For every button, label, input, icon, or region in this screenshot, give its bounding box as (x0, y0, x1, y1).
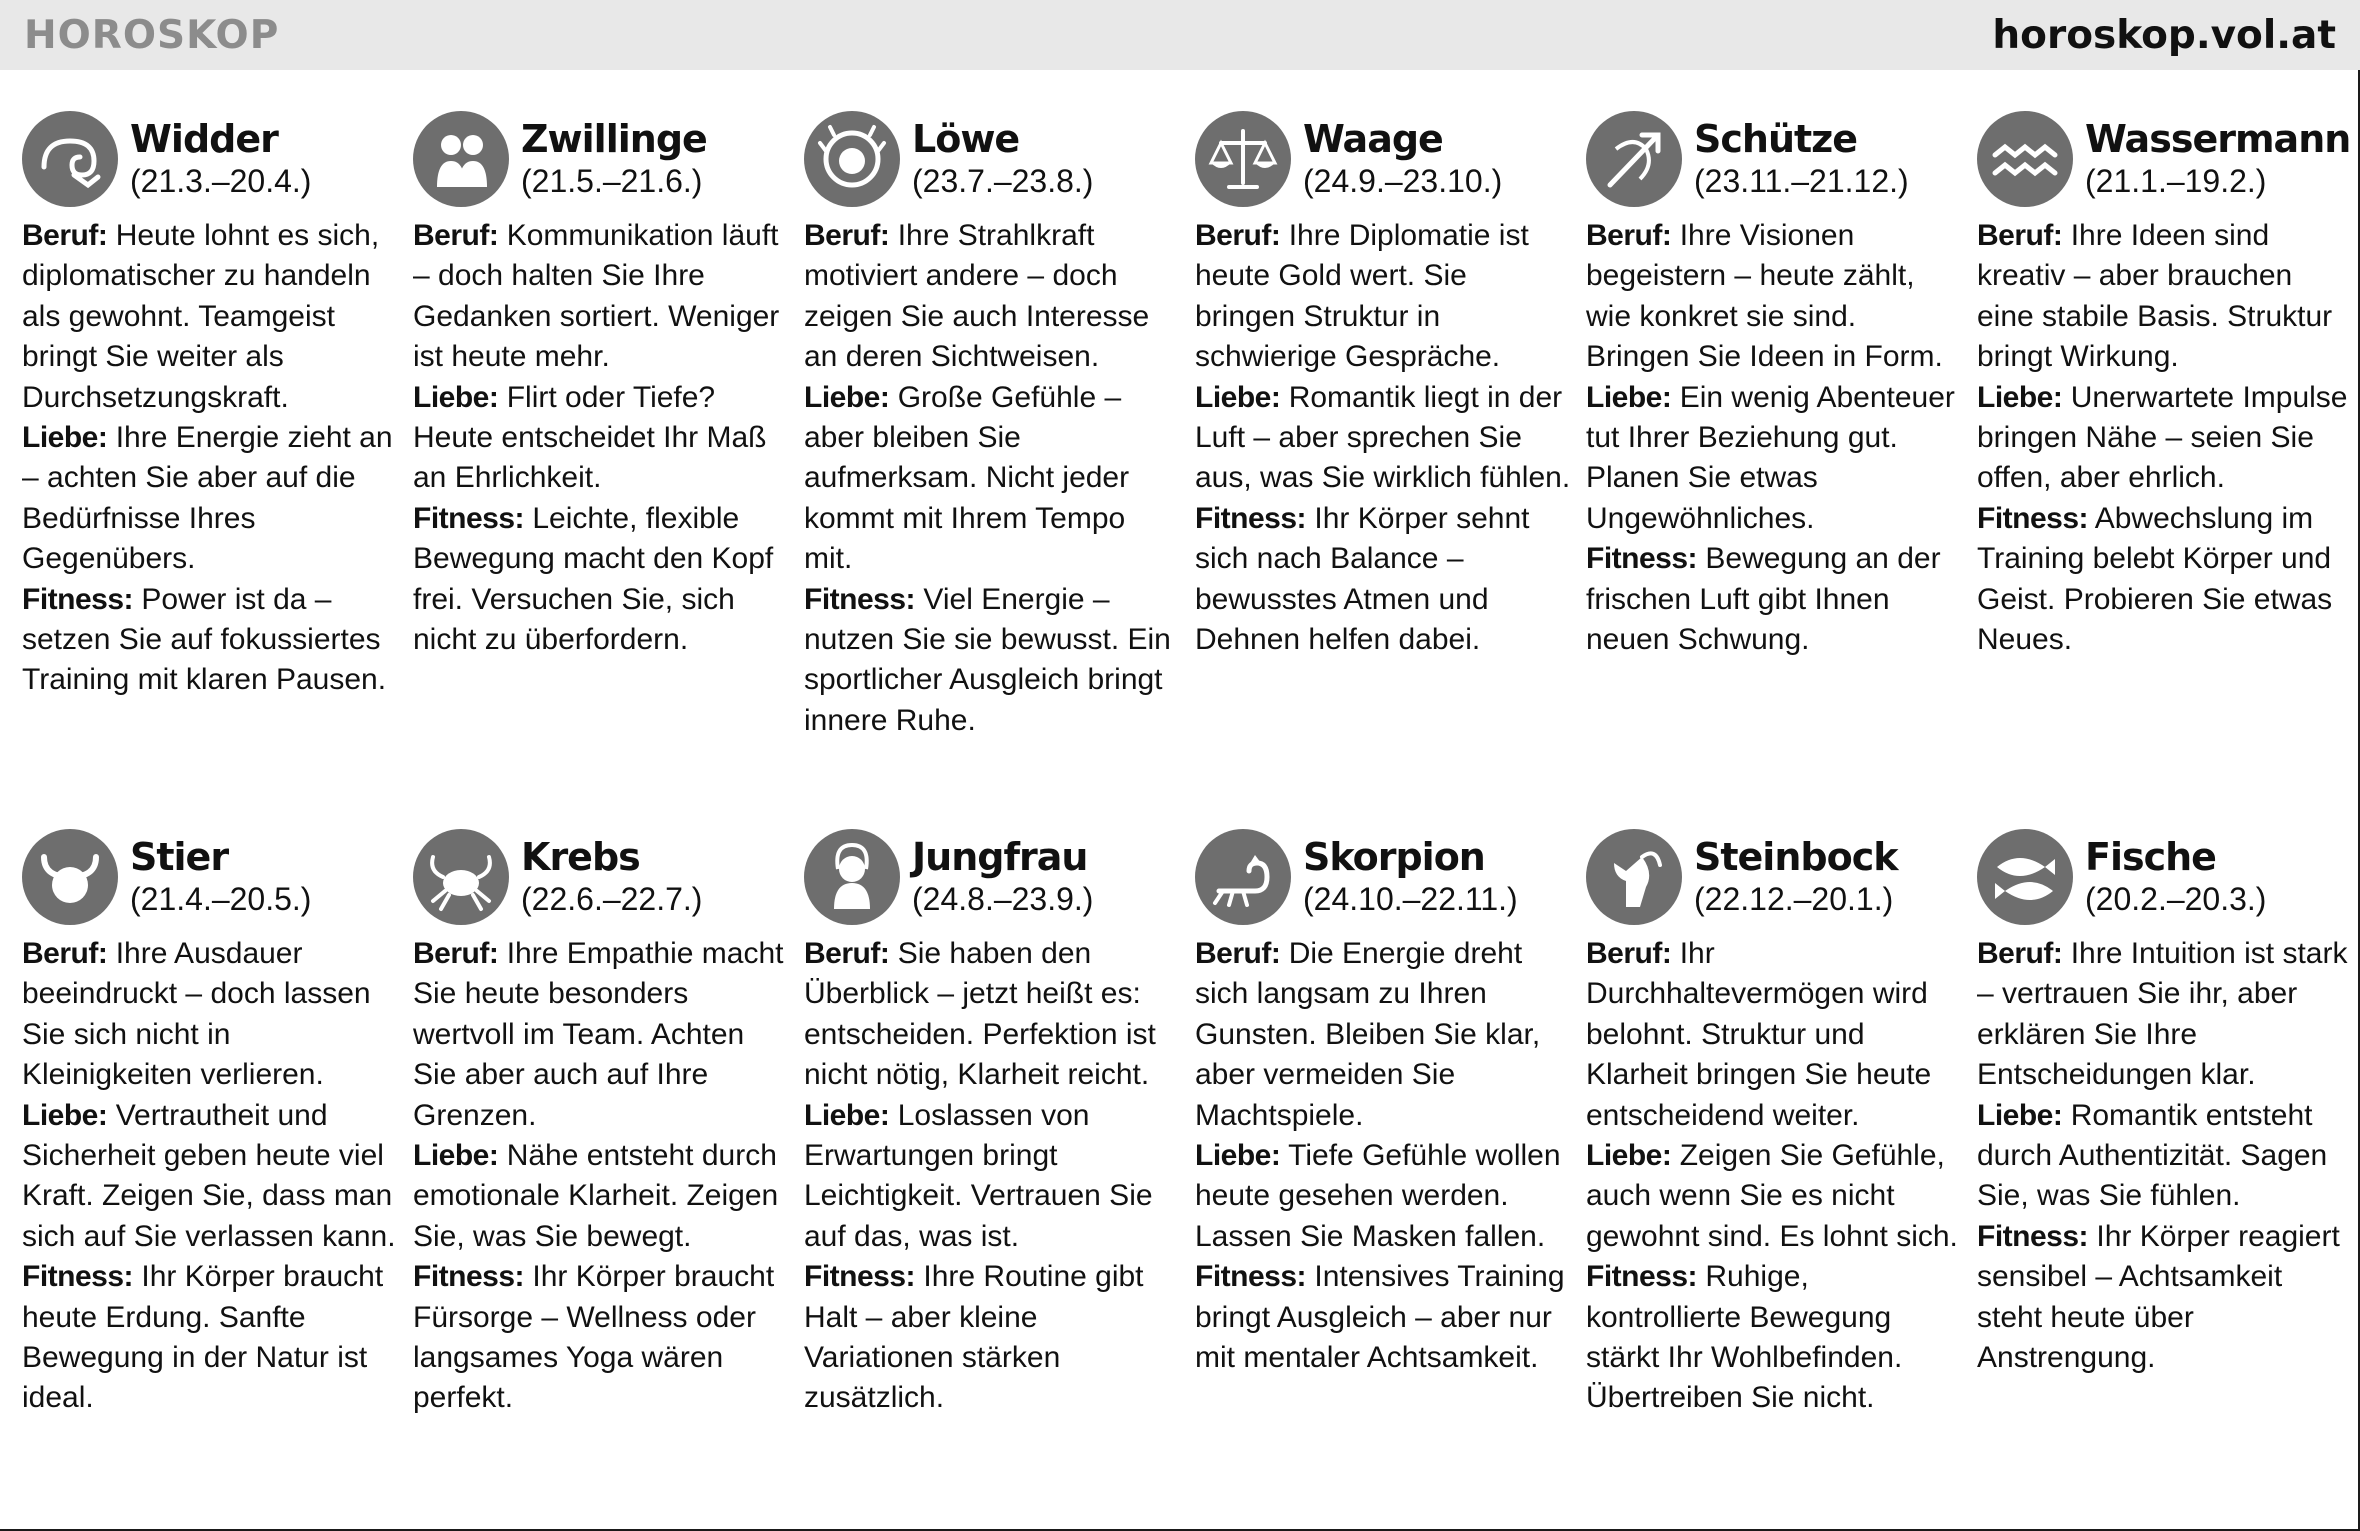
beruf-content: Sie haben den Überblick – jetzt heißt es: entscheiden. Perfektion ist nicht nötig, Klarheit reicht. (804, 937, 1156, 1092)
liebe-content: Romantik liegt in der Luft – aber sprechen Sie aus, was Sie wirklich fühlen. (1195, 380, 1571, 495)
fitness-text (413, 499, 790, 661)
liebe-content: Zeigen Sie Gefühle, auch wenn Sie es nicht gewohnt sind. Es lohnt sich. (1586, 1139, 1958, 1253)
beruf-text (1195, 216, 1572, 378)
sign-heading (912, 117, 1093, 201)
liebe-label: Liebe: (804, 380, 890, 414)
liebe-label: Liebe: (413, 380, 499, 414)
fitness-text (1977, 499, 2354, 661)
horoscope-card-zwillinge (413, 108, 804, 826)
sign-heading (2085, 835, 2266, 919)
fitness-label: Fitness: (22, 582, 134, 616)
lion-icon (804, 111, 900, 207)
liebe-content: Große Gefühle – aber bleiben Sie aufmerksam. Nicht jeder kommt mit Ihrem Tempo mit. (804, 380, 1130, 576)
sign-dates: (21.4.–20.5.) (130, 881, 312, 917)
horoscope-card-krebs (413, 826, 804, 1496)
horoscope-card-löwe (804, 108, 1195, 826)
liebe-content: Nähe entsteht durch emotionale Klarheit. Zeigen Sie, was Sie bewegt. (413, 1139, 779, 1253)
virgin-icon (804, 829, 900, 925)
beruf-content: Die Energie dreht sich langsam zu Ihren Gunsten. Bleiben Sie klar, aber vermeiden Sie Machtspiele. (1195, 937, 1541, 1132)
beruf-label: Beruf: (804, 219, 890, 252)
fitness-content: Power ist da – setzen Sie auf fokussiertes Training mit klaren Pausen. (22, 582, 387, 697)
card-header (1195, 108, 1572, 210)
liebe-text (22, 418, 399, 580)
beruf-content: Ihre Ideen sind kreativ – aber brauchen eine stabile Basis. Struktur bringt Wirkung. (1977, 219, 2333, 374)
fitness-text (804, 1257, 1181, 1419)
beruf-text (413, 216, 790, 378)
beruf-text (804, 934, 1181, 1096)
beruf-label: Beruf: (1586, 219, 1672, 252)
sign-dates: (22.12.–20.1.) (1694, 881, 1894, 917)
horoscope-card-jungfrau (804, 826, 1195, 1496)
beruf-text (413, 934, 790, 1136)
liebe-content: Loslassen von Erwartungen bringt Leichtigkeit. Vertrauen Sie auf das, was ist. (804, 1098, 1153, 1253)
beruf-label: Beruf: (1195, 219, 1281, 252)
beruf-label: Beruf: (1195, 937, 1281, 970)
fitness-label: Fitness: (804, 1260, 916, 1294)
fitness-content: Abwechslung im Training belebt Körper und Geist. Probieren Sie etwas Neues. (1977, 501, 2333, 657)
beruf-text (1977, 216, 2354, 378)
liebe-label: Liebe: (1977, 1098, 2063, 1132)
beruf-content: Ihre Diplomatie ist heute Gold wert. Sie bringen Struktur in schwierige Gespräche. (1195, 219, 1529, 374)
liebe-content: Romantik entsteht durch Authentizität. Sagen Sie, was Sie fühlen. (1977, 1098, 2328, 1213)
sign-name: Skorpion (1303, 835, 1485, 879)
bull-icon (22, 829, 118, 925)
sign-dates: (21.1.–19.2.) (2085, 163, 2267, 199)
liebe-content: Tiefe Gefühle wollen heute gesehen werden. Lassen Sie Masken fallen. (1195, 1139, 1561, 1253)
sign-name: Steinbock (1694, 835, 1898, 879)
beruf-content: Ihr Durchhaltevermögen wird belohnt. Struktur und Klarheit bringen Sie heute entscheidend weiter. (1586, 937, 1932, 1132)
beruf-content: Heute lohnt es sich, diplomatischer zu handeln als gewohnt. Teamgeist bringt Sie weiter als Durchsetzungskraft. (22, 219, 380, 414)
sign-dates: (22.6.–22.7.) (521, 881, 703, 917)
fitness-text (1195, 1257, 1572, 1378)
card-header (1195, 826, 1572, 928)
crab-icon (413, 829, 509, 925)
fitness-content: Leichte, flexible Bewegung macht den Kopf frei. Versuchen Sie, sich nicht zu überfordern. (413, 501, 774, 657)
horoscope-card-skorpion (1195, 826, 1586, 1496)
beruf-content: Ihre Strahlkraft motiviert andere – doch zeigen Sie auch Interesse an deren Sichtweisen. (804, 219, 1150, 374)
horoscope-grid (22, 108, 2360, 1496)
sign-heading (1303, 117, 1502, 201)
beruf-text (22, 216, 399, 418)
card-header (804, 826, 1181, 928)
beruf-label: Beruf: (1586, 937, 1672, 970)
sign-name: Wassermann (2085, 117, 2351, 161)
sign-dates: (20.2.–20.3.) (2085, 881, 2267, 917)
water-bearer-icon (1977, 111, 2073, 207)
fitness-text (1195, 499, 1572, 661)
card-header (1977, 108, 2354, 210)
sign-name: Stier (130, 835, 229, 879)
sign-heading (521, 117, 707, 201)
liebe-text (1977, 378, 2354, 499)
sign-name: Fische (2085, 835, 2216, 879)
fish-icon (1977, 829, 2073, 925)
sign-name: Krebs (521, 835, 640, 879)
fitness-label: Fitness: (1586, 1260, 1698, 1294)
site-url: horoskop.vol.at (1992, 12, 2336, 58)
liebe-text (1195, 378, 1572, 499)
fitness-text (804, 580, 1181, 742)
beruf-label: Beruf: (1977, 219, 2063, 252)
fitness-content: Ihre Routine gibt Halt – aber kleine Variationen stärken zusätzlich. (804, 1260, 1144, 1415)
sign-name: Zwillinge (521, 117, 707, 161)
liebe-text (804, 378, 1181, 580)
beruf-content: Ihre Empathie macht Sie heute besonders wertvoll im Team. Achten Sie aber auch auf Ihre Grenzen. (413, 937, 784, 1132)
sign-heading (1694, 835, 1898, 919)
sign-heading (130, 117, 311, 201)
beruf-content: Ihre Intuition ist stark – vertrauen Sie ihr, aber erklären Sie Ihre Entscheidungen klar. (1977, 937, 2348, 1092)
sign-heading (130, 835, 311, 919)
sign-heading (1694, 117, 1909, 201)
fitness-label: Fitness: (1195, 1260, 1307, 1294)
sign-dates: (21.3.–20.4.) (130, 163, 312, 199)
beruf-text (804, 216, 1181, 378)
liebe-content: Unerwartete Impulse bringen Nähe – seien Sie offen, aber ehrlich. (1977, 380, 2348, 495)
beruf-text (1195, 934, 1572, 1136)
liebe-content: Flirt oder Tiefe? Heute entscheidet Ihr Maß an Ehrlichkeit. (413, 380, 767, 495)
liebe-text (1586, 378, 1963, 540)
archer-icon (1586, 111, 1682, 207)
card-header (1586, 826, 1963, 928)
card-header (22, 108, 399, 210)
beruf-label: Beruf: (22, 219, 108, 252)
horoscope-card-widder (22, 108, 413, 826)
fitness-label: Fitness: (1977, 501, 2089, 535)
beruf-label: Beruf: (413, 219, 499, 252)
liebe-label: Liebe: (1195, 380, 1281, 414)
horoscope-card-stier (22, 826, 413, 1496)
sign-name: Widder (130, 117, 278, 161)
liebe-text (413, 378, 790, 499)
fitness-text (413, 1257, 790, 1419)
liebe-label: Liebe: (22, 421, 108, 455)
beruf-label: Beruf: (22, 937, 108, 970)
fitness-text (1977, 1217, 2354, 1379)
sign-dates: (21.5.–21.6.) (521, 163, 703, 199)
fitness-content: Intensives Training bringt Ausgleich – aber nur mit mentaler Achtsamkeit. (1195, 1260, 1565, 1375)
liebe-text (804, 1096, 1181, 1258)
goat-icon (1586, 829, 1682, 925)
fitness-content: Bewegung an der frischen Luft gibt Ihnen neuen Schwung. (1586, 542, 1941, 657)
page-header (0, 0, 2360, 70)
fitness-content: Ihr Körper braucht Fürsorge – Wellness oder langsames Yoga wären perfekt. (413, 1260, 775, 1415)
liebe-text (413, 1136, 790, 1257)
sign-heading (1303, 835, 1518, 919)
horoscope-sheet (0, 70, 2360, 1531)
fitness-label: Fitness: (22, 1260, 134, 1294)
horoscope-card-schütze (1586, 108, 1977, 826)
scorpion-icon (1195, 829, 1291, 925)
liebe-text (22, 1096, 399, 1258)
card-header (22, 826, 399, 928)
horoscope-card-wassermann (1977, 108, 2360, 826)
sign-name: Jungfrau (912, 835, 1088, 879)
liebe-label: Liebe: (1977, 380, 2063, 414)
beruf-text (1586, 216, 1963, 378)
fitness-label: Fitness: (413, 1260, 525, 1294)
fitness-text (22, 1257, 399, 1419)
sign-heading (912, 835, 1093, 919)
liebe-text (1195, 1136, 1572, 1257)
liebe-label: Liebe: (1195, 1139, 1281, 1173)
sign-name: Waage (1303, 117, 1443, 161)
fitness-content: Ihr Körper braucht heute Erdung. Sanfte Bewegung in der Natur ist ideal. (22, 1260, 384, 1415)
sign-dates: (24.10.–22.11.) (1303, 881, 1518, 917)
card-header (1977, 826, 2354, 928)
beruf-label: Beruf: (804, 937, 890, 970)
horoscope-card-steinbock (1586, 826, 1977, 1496)
scales-icon (1195, 111, 1291, 207)
liebe-text (1977, 1096, 2354, 1217)
fitness-content: Ihr Körper sehnt sich nach Balance – bewusstes Atmen und Dehnen helfen dabei. (1195, 501, 1530, 657)
beruf-text (22, 934, 399, 1096)
sign-heading (521, 835, 702, 919)
sign-dates: (23.11.–21.12.) (1694, 163, 1909, 199)
beruf-content: Ihre Ausdauer beeindruckt – doch lassen Sie sich nicht in Kleinigkeiten verlieren. (22, 937, 371, 1092)
beruf-content: Kommunikation läuft – doch halten Sie Ihre Gedanken sortiert. Weniger ist heute mehr. (413, 219, 780, 374)
liebe-content: Ihre Energie zieht an – achten Sie aber auf die Bedürfnisse Ihres Gegenübers. (22, 421, 393, 576)
fitness-text (1586, 539, 1963, 660)
liebe-label: Liebe: (413, 1139, 499, 1173)
liebe-label: Liebe: (22, 1098, 108, 1132)
fitness-text (22, 580, 399, 701)
horoscope-card-fische (1977, 826, 2360, 1496)
card-header (413, 826, 790, 928)
liebe-label: Liebe: (1586, 1139, 1672, 1173)
card-header (804, 108, 1181, 210)
liebe-content: Vertrautheit und Sicherheit geben heute viel Kraft. Zeigen Sie, dass man sich auf Sie verlassen kann. (22, 1098, 396, 1253)
sign-dates: (24.8.–23.9.) (912, 881, 1094, 917)
fitness-label: Fitness: (1195, 501, 1307, 535)
card-header (1586, 108, 1963, 210)
liebe-text (1586, 1136, 1963, 1257)
fitness-label: Fitness: (1977, 1219, 2089, 1253)
fitness-text (1586, 1257, 1963, 1419)
beruf-label: Beruf: (413, 937, 499, 970)
beruf-label: Beruf: (1977, 937, 2063, 970)
section-title: HOROSKOP (24, 12, 280, 58)
liebe-label: Liebe: (804, 1098, 890, 1132)
sign-dates: (24.9.–23.10.) (1303, 163, 1503, 199)
sign-name: Löwe (912, 117, 1020, 161)
beruf-text (1977, 934, 2354, 1096)
liebe-content: Ein wenig Abenteuer tut Ihrer Beziehung gut. Planen Sie etwas Ungewöhnliches. (1586, 380, 1955, 535)
sign-name: Schütze (1694, 117, 1858, 161)
fitness-content: Ihr Körper reagiert sensibel – Achtsamkeit steht heute über Anstrengung. (1977, 1219, 2340, 1375)
fitness-label: Fitness: (1586, 542, 1698, 576)
beruf-text (1586, 934, 1963, 1136)
liebe-label: Liebe: (1586, 380, 1672, 414)
twins-icon (413, 111, 509, 207)
beruf-content: Ihre Visionen begeistern – heute zählt, wie konkret sie sind. Bringen Sie Ideen in Form. (1586, 219, 1943, 374)
ram-icon (22, 111, 118, 207)
fitness-content: Viel Energie – nutzen Sie sie bewusst. Ein sportlicher Ausgleich bringt innere Ruhe. (804, 582, 1171, 737)
horoscope-card-waage (1195, 108, 1586, 826)
sign-heading (2085, 117, 2350, 201)
sign-dates: (23.7.–23.8.) (912, 163, 1094, 199)
card-header (413, 108, 790, 210)
fitness-label: Fitness: (413, 501, 525, 535)
fitness-content: Ruhige, kontrollierte Bewegung stärkt Ihr Wohlbefinden. Übertreiben Sie nicht. (1586, 1260, 1903, 1415)
fitness-label: Fitness: (804, 582, 916, 616)
